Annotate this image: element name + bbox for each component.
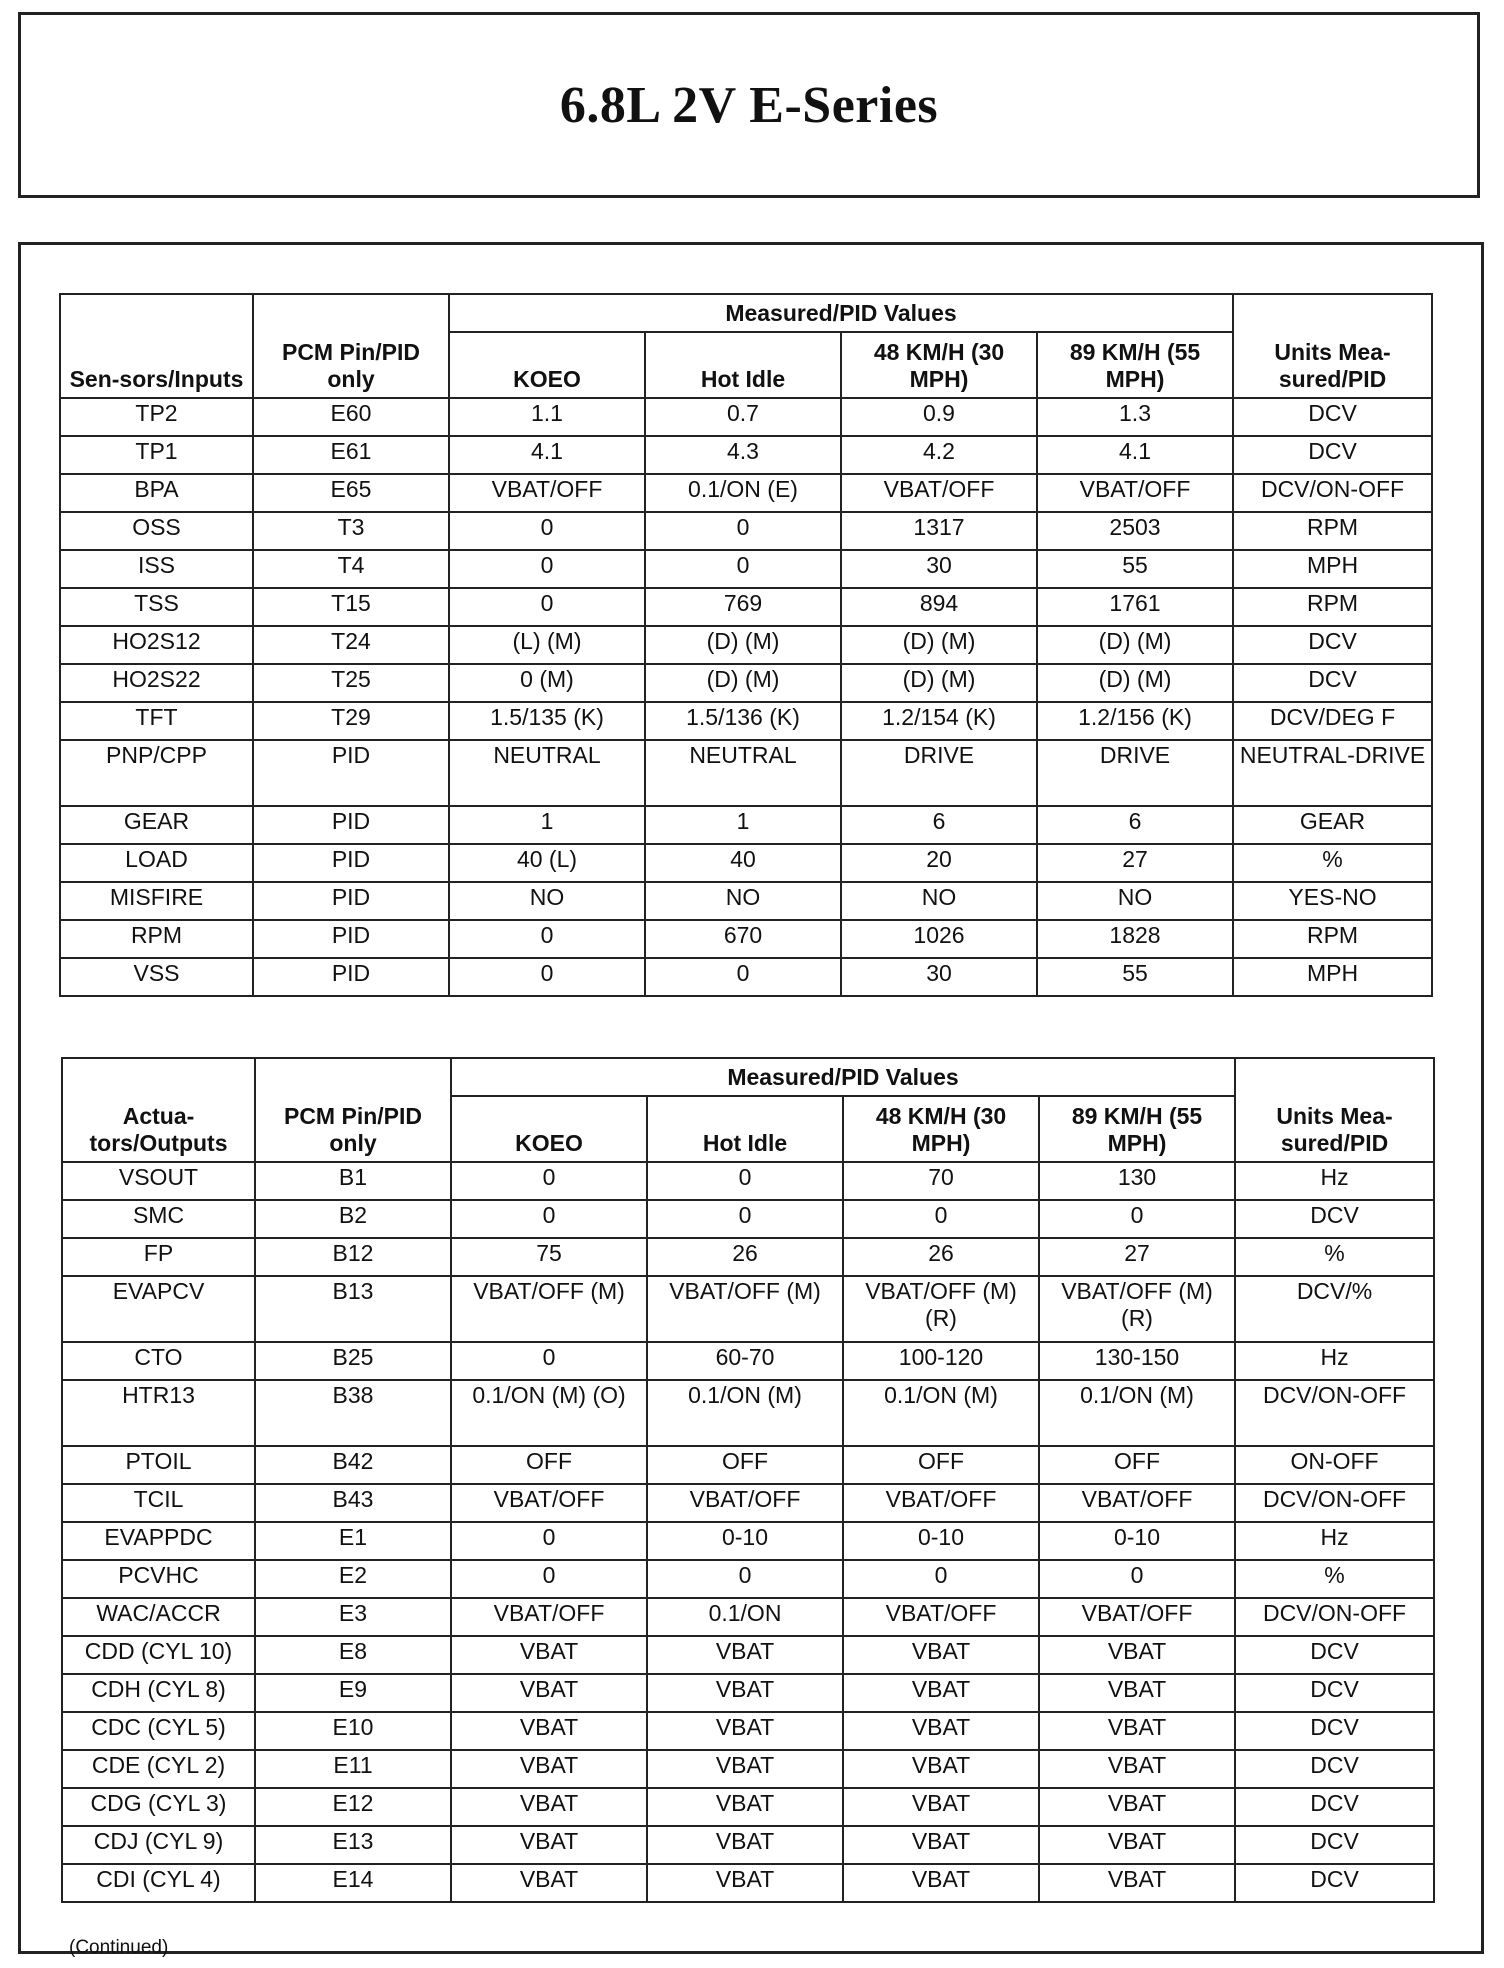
units: GEAR [1233,806,1432,844]
hot-idle-value: 0.1/ON (E) [645,474,841,512]
koeo-value: 75 [451,1238,647,1276]
hot-idle-value: 0 [647,1560,843,1598]
units: MPH [1233,958,1432,996]
hot-idle-value: VBAT [647,1864,843,1902]
koeo-value: 0 [449,588,645,626]
89-kmh-value: VBAT [1039,1636,1235,1674]
signal-name: FP [62,1238,255,1276]
koeo-value: 0 [449,958,645,996]
table-row [62,1162,1434,1200]
koeo-value: VBAT [451,1788,647,1826]
header-48-kmh: 48 KM/H (30 MPH) [843,1096,1039,1162]
pcm-pin: E13 [255,1826,451,1864]
89-kmh-value: 1828 [1037,920,1233,958]
koeo-value: 0 [449,550,645,588]
signal-name: TP1 [60,436,253,474]
actuators-table [61,1057,1435,1903]
units: Hz [1235,1342,1434,1380]
table-row [62,1826,1434,1864]
table-row [62,1788,1434,1826]
continued-note: (Continued) [69,1937,169,1958]
89-kmh-value: 4.1 [1037,436,1233,474]
48-kmh-value: 0.9 [841,398,1037,436]
koeo-value: 0 [449,512,645,550]
table-row [60,550,1432,588]
pcm-pin: T15 [253,588,449,626]
89-kmh-value: NO [1037,882,1233,920]
89-kmh-value: VBAT [1039,1826,1235,1864]
koeo-value: VBAT [451,1864,647,1902]
units: RPM [1233,920,1432,958]
89-kmh-value: (D) (M) [1037,664,1233,702]
table-row [62,1484,1434,1522]
units: DCV [1233,436,1432,474]
pcm-pin: B43 [255,1484,451,1522]
89-kmh-value: VBAT/OFF [1039,1484,1235,1522]
koeo-value: 1 [449,806,645,844]
signal-name: ISS [60,550,253,588]
48-kmh-value: 1317 [841,512,1037,550]
pcm-pin: PID [253,806,449,844]
pcm-pin: B13 [255,1276,451,1342]
koeo-value: VBAT/OFF [451,1598,647,1636]
table-row [60,512,1432,550]
table-row [60,740,1432,806]
units: DCV/DEG F [1233,702,1432,740]
signal-name: MISFIRE [60,882,253,920]
signal-name: TFT [60,702,253,740]
units: Hz [1235,1162,1434,1200]
koeo-value: VBAT/OFF (M) [451,1276,647,1342]
units: NEUTRAL-DRIVE [1233,740,1432,806]
hot-idle-value: VBAT [647,1674,843,1712]
48-kmh-value: 26 [843,1238,1039,1276]
units: DCV [1233,626,1432,664]
89-kmh-value: (D) (M) [1037,626,1233,664]
48-kmh-value: (D) (M) [841,664,1037,702]
48-kmh-value: DRIVE [841,740,1037,806]
89-kmh-value: VBAT [1039,1864,1235,1902]
koeo-value: VBAT [451,1826,647,1864]
hot-idle-value: 0 [645,550,841,588]
48-kmh-value: 4.2 [841,436,1037,474]
signal-name: TP2 [60,398,253,436]
48-kmh-value: (D) (M) [841,626,1037,664]
hot-idle-value: (D) (M) [645,626,841,664]
pcm-pin: T24 [253,626,449,664]
units: DCV [1235,1788,1434,1826]
header-units: Units Mea-sured/PID [1235,1058,1434,1162]
header-48-kmh: 48 KM/H (30 MPH) [841,332,1037,398]
header-actuators-outputs: Actua-tors/Outputs [62,1058,255,1162]
units: DCV [1235,1636,1434,1674]
units: DCV [1235,1712,1434,1750]
pcm-pin: E1 [255,1522,451,1560]
table-row [60,626,1432,664]
header-89-kmh: 89 KM/H (55 MPH) [1039,1096,1235,1162]
89-kmh-value: 27 [1039,1238,1235,1276]
pcm-pin: E9 [255,1674,451,1712]
hot-idle-value: (D) (M) [645,664,841,702]
89-kmh-value: 0 [1039,1560,1235,1598]
koeo-value: VBAT/OFF [451,1484,647,1522]
48-kmh-value: 894 [841,588,1037,626]
89-kmh-value: VBAT/OFF [1037,474,1233,512]
header-89-kmh: 89 KM/H (55 MPH) [1037,332,1233,398]
table-row [60,588,1432,626]
koeo-value: 1.1 [449,398,645,436]
table-row [62,1276,1434,1342]
pcm-pin: E60 [253,398,449,436]
signal-name: HO2S12 [60,626,253,664]
signal-name: BPA [60,474,253,512]
pcm-pin: E65 [253,474,449,512]
table-row [62,1674,1434,1712]
hot-idle-value: 0 [645,512,841,550]
units: DCV [1235,1200,1434,1238]
89-kmh-value: 130 [1039,1162,1235,1200]
koeo-value: 0 [451,1560,647,1598]
koeo-value: NEUTRAL [449,740,645,806]
hot-idle-value: 0.1/ON (M) [647,1380,843,1446]
units: DCV [1235,1864,1434,1902]
table-row [60,806,1432,844]
89-kmh-value: VBAT [1039,1788,1235,1826]
pcm-pin: E61 [253,436,449,474]
units: DCV/ON-OFF [1233,474,1432,512]
pcm-pin: E8 [255,1636,451,1674]
signal-name: WAC/ACCR [62,1598,255,1636]
signal-name: VSS [60,958,253,996]
koeo-value: VBAT [451,1674,647,1712]
signal-name: PCVHC [62,1560,255,1598]
signal-name: CDG (CYL 3) [62,1788,255,1826]
hot-idle-value: 0.1/ON [647,1598,843,1636]
89-kmh-value: 55 [1037,550,1233,588]
signal-name: TCIL [62,1484,255,1522]
89-kmh-value: VBAT/OFF [1039,1598,1235,1636]
48-kmh-value: 100-120 [843,1342,1039,1380]
actuators-table-body [62,1162,1434,1902]
units: DCV/ON-OFF [1235,1598,1434,1636]
signal-name: TSS [60,588,253,626]
units: DCV [1235,1674,1434,1712]
signal-name: CTO [62,1342,255,1380]
pcm-pin: B2 [255,1200,451,1238]
koeo-value: 40 (L) [449,844,645,882]
koeo-value: 0 [449,920,645,958]
header-pcm-pin: PCM Pin/PID only [253,294,449,398]
koeo-value: OFF [451,1446,647,1484]
pcm-pin: E11 [255,1750,451,1788]
48-kmh-value: 30 [841,958,1037,996]
48-kmh-value: 0-10 [843,1522,1039,1560]
hot-idle-value: 0 [645,958,841,996]
signal-name: CDC (CYL 5) [62,1712,255,1750]
pcm-pin: B1 [255,1162,451,1200]
table-row [62,1200,1434,1238]
table-row [60,664,1432,702]
89-kmh-value: 2503 [1037,512,1233,550]
koeo-value: 0 [451,1200,647,1238]
signal-name: PTOIL [62,1446,255,1484]
signal-name: PNP/CPP [60,740,253,806]
koeo-value: 0.1/ON (M) (O) [451,1380,647,1446]
48-kmh-value: 6 [841,806,1037,844]
signal-name: RPM [60,920,253,958]
pcm-pin: B12 [255,1238,451,1276]
48-kmh-value: 1.2/154 (K) [841,702,1037,740]
units: DCV [1235,1826,1434,1864]
header-sensors-inputs: Sen-sors/Inputs [60,294,253,398]
hot-idle-value: 769 [645,588,841,626]
pcm-pin: T25 [253,664,449,702]
units: DCV [1233,664,1432,702]
89-kmh-value: 55 [1037,958,1233,996]
48-kmh-value: VBAT/OFF [843,1484,1039,1522]
signal-name: CDI (CYL 4) [62,1864,255,1902]
pcm-pin: B25 [255,1342,451,1380]
hot-idle-value: VBAT [647,1826,843,1864]
koeo-value: NO [449,882,645,920]
pcm-pin: PID [253,844,449,882]
89-kmh-value: 0.1/ON (M) [1039,1380,1235,1446]
hot-idle-value: VBAT [647,1788,843,1826]
hot-idle-value: 1.5/136 (K) [645,702,841,740]
koeo-value: 0 [451,1342,647,1380]
pcm-pin: PID [253,920,449,958]
koeo-value: VBAT [451,1750,647,1788]
pcm-pin: E10 [255,1712,451,1750]
hot-idle-value: 40 [645,844,841,882]
pcm-pin: T29 [253,702,449,740]
48-kmh-value: 1026 [841,920,1037,958]
table-row [60,702,1432,740]
header-measured-values: Measured/PID Values [451,1058,1235,1096]
hot-idle-value: VBAT [647,1636,843,1674]
units: DCV [1235,1750,1434,1788]
48-kmh-value: VBAT [843,1788,1039,1826]
89-kmh-value: 27 [1037,844,1233,882]
table-row [60,882,1432,920]
48-kmh-value: VBAT/OFF [843,1598,1039,1636]
header-measured-values: Measured/PID Values [449,294,1233,332]
hot-idle-value: 0.7 [645,398,841,436]
header-pcm-pin: PCM Pin/PID only [255,1058,451,1162]
89-kmh-value: VBAT [1039,1712,1235,1750]
signal-name: CDJ (CYL 9) [62,1826,255,1864]
89-kmh-value: DRIVE [1037,740,1233,806]
table-row [62,1712,1434,1750]
pcm-pin: T3 [253,512,449,550]
header-hot-idle: Hot Idle [647,1096,843,1162]
signal-name: CDH (CYL 8) [62,1674,255,1712]
table-row [60,920,1432,958]
units: YES-NO [1233,882,1432,920]
pcm-pin: PID [253,740,449,806]
89-kmh-value: OFF [1039,1446,1235,1484]
pcm-pin: E3 [255,1598,451,1636]
hot-idle-value: VBAT/OFF (M) [647,1276,843,1342]
signal-name: SMC [62,1200,255,1238]
signal-name: CDD (CYL 10) [62,1636,255,1674]
pcm-pin: E12 [255,1788,451,1826]
table-row [62,1446,1434,1484]
hot-idle-value: 0 [647,1200,843,1238]
89-kmh-value: 0-10 [1039,1522,1235,1560]
koeo-value: 0 (M) [449,664,645,702]
signal-name: CDE (CYL 2) [62,1750,255,1788]
page-title: 6.8L 2V E-Series [559,76,939,134]
89-kmh-value: VBAT [1039,1750,1235,1788]
units: MPH [1233,550,1432,588]
48-kmh-value: 0 [843,1200,1039,1238]
table-row [62,1864,1434,1902]
table-row [62,1636,1434,1674]
89-kmh-value: VBAT/OFF (M) (R) [1039,1276,1235,1342]
hot-idle-value: 4.3 [645,436,841,474]
hot-idle-value: VBAT [647,1750,843,1788]
units: DCV [1233,398,1432,436]
table-row [60,958,1432,996]
89-kmh-value: 6 [1037,806,1233,844]
hot-idle-value: NEUTRAL [645,740,841,806]
48-kmh-value: VBAT [843,1636,1039,1674]
signal-name: VSOUT [62,1162,255,1200]
header-units: Units Mea-sured/PID [1233,294,1432,398]
koeo-value: VBAT [451,1636,647,1674]
signal-name: LOAD [60,844,253,882]
koeo-value: VBAT [451,1712,647,1750]
table-row [60,844,1432,882]
signal-name: EVAPCV [62,1276,255,1342]
hot-idle-value: OFF [647,1446,843,1484]
48-kmh-value: 0.1/ON (M) [843,1380,1039,1446]
sensors-table [59,293,1433,997]
signal-name: GEAR [60,806,253,844]
pcm-pin: B42 [255,1446,451,1484]
hot-idle-value: VBAT [647,1712,843,1750]
48-kmh-value: VBAT [843,1750,1039,1788]
units: % [1235,1560,1434,1598]
signal-name: HO2S22 [60,664,253,702]
table-row [62,1342,1434,1380]
sensors-table-body [60,398,1432,996]
pcm-pin: T4 [253,550,449,588]
48-kmh-value: 0 [843,1560,1039,1598]
48-kmh-value: VBAT/OFF [841,474,1037,512]
table-row [60,398,1432,436]
hot-idle-value: 670 [645,920,841,958]
units: % [1233,844,1432,882]
hot-idle-value: 1 [645,806,841,844]
48-kmh-value: 70 [843,1162,1039,1200]
table-row [62,1522,1434,1560]
signal-name: OSS [60,512,253,550]
89-kmh-value: 1761 [1037,588,1233,626]
table-row [62,1380,1434,1446]
koeo-value: 1.5/135 (K) [449,702,645,740]
units: RPM [1233,512,1432,550]
hot-idle-value: NO [645,882,841,920]
48-kmh-value: 20 [841,844,1037,882]
48-kmh-value: NO [841,882,1037,920]
pcm-pin: E2 [255,1560,451,1598]
48-kmh-value: VBAT [843,1674,1039,1712]
header-hot-idle: Hot Idle [645,332,841,398]
koeo-value: VBAT/OFF [449,474,645,512]
48-kmh-value: 30 [841,550,1037,588]
pcm-pin: E14 [255,1864,451,1902]
koeo-value: 0 [451,1162,647,1200]
89-kmh-value: VBAT [1039,1674,1235,1712]
units: DCV/% [1235,1276,1434,1342]
units: DCV/ON-OFF [1235,1380,1434,1446]
title-box [18,12,1480,198]
89-kmh-value: 130-150 [1039,1342,1235,1380]
hot-idle-value: 0 [647,1162,843,1200]
48-kmh-value: OFF [843,1446,1039,1484]
48-kmh-value: VBAT [843,1712,1039,1750]
89-kmh-value: 0 [1039,1200,1235,1238]
units: % [1235,1238,1434,1276]
units: ON-OFF [1235,1446,1434,1484]
pcm-pin: PID [253,882,449,920]
pcm-pin: B38 [255,1380,451,1446]
89-kmh-value: 1.2/156 (K) [1037,702,1233,740]
48-kmh-value: VBAT/OFF (M) (R) [843,1276,1039,1342]
89-kmh-value: 1.3 [1037,398,1233,436]
header-koeo: KOEO [451,1096,647,1162]
48-kmh-value: VBAT [843,1864,1039,1902]
koeo-value: 0 [451,1522,647,1560]
hot-idle-value: 60-70 [647,1342,843,1380]
koeo-value: 4.1 [449,436,645,474]
header-koeo: KOEO [449,332,645,398]
table-row [62,1238,1434,1276]
hot-idle-value: 0-10 [647,1522,843,1560]
48-kmh-value: VBAT [843,1826,1039,1864]
hot-idle-value: 26 [647,1238,843,1276]
hot-idle-value: VBAT/OFF [647,1484,843,1522]
table-row [60,474,1432,512]
units: Hz [1235,1522,1434,1560]
units: DCV/ON-OFF [1235,1484,1434,1522]
signal-name: HTR13 [62,1380,255,1446]
signal-name: EVAPPDC [62,1522,255,1560]
table-row [62,1598,1434,1636]
koeo-value: (L) (M) [449,626,645,664]
tables-frame [18,242,1484,1958]
table-row [62,1560,1434,1598]
table-row [62,1750,1434,1788]
units: RPM [1233,588,1432,626]
table-row [60,436,1432,474]
pcm-pin: PID [253,958,449,996]
